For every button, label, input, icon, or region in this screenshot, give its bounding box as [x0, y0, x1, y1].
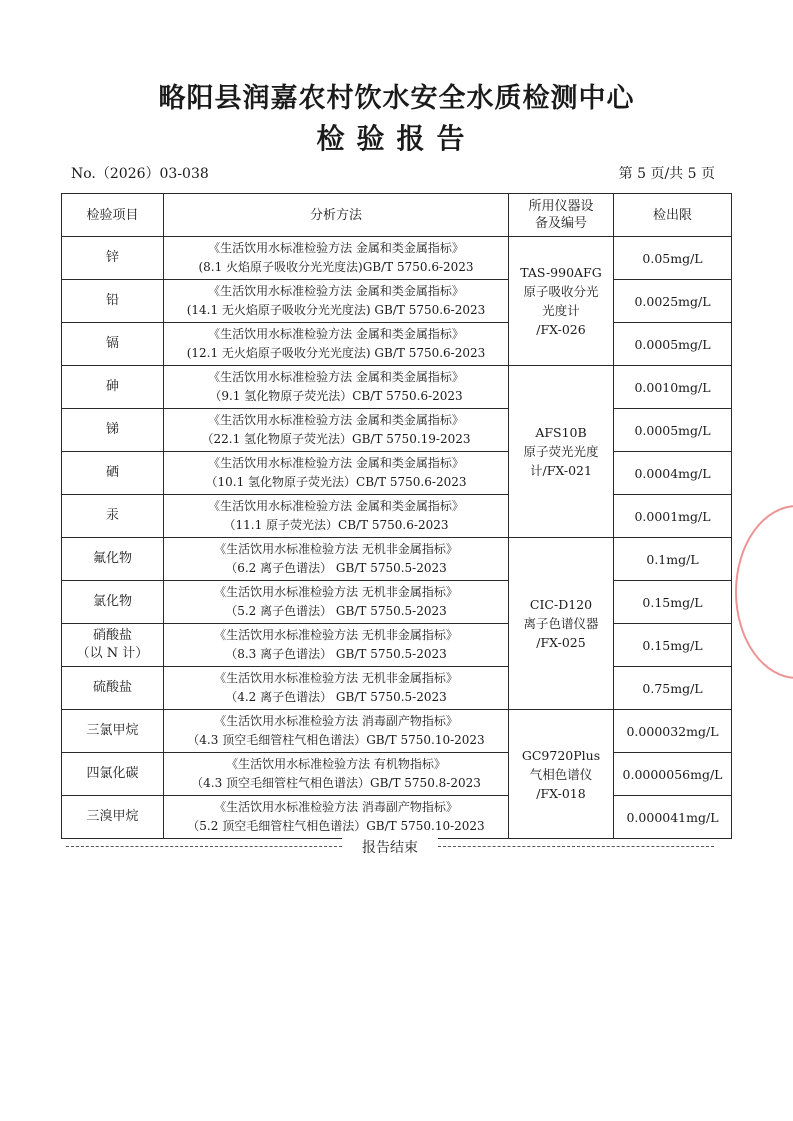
item-cell: 硫酸盐 [62, 667, 164, 710]
table-row [62, 624, 732, 667]
method-line: （9.1 氢化物原子荧光法）CB/T 5750.6-2023 [209, 389, 463, 403]
method-line: 《生活饮用水标准检验方法 无机非金属指标》 [214, 671, 458, 685]
method-line: （6.2 离子色谱法） GB/T 5750.5-2023 [225, 561, 447, 575]
table-row [62, 581, 732, 624]
item-cell: 锑 [62, 409, 164, 452]
item-line: （以 N 计） [76, 646, 149, 661]
item-cell: 砷 [62, 366, 164, 409]
item-line: 硝酸盐 [92, 628, 132, 643]
report-end-line [66, 836, 714, 856]
header-limit: 检出限 [614, 194, 732, 237]
method-line: (12.1 无火焰原子吸收分光光度法) GB/T 5750.6-2023 [186, 346, 486, 360]
results-table [61, 193, 732, 839]
item-cell: 氯化物 [62, 581, 164, 624]
method-line: 《生活饮用水标准检验方法 金属和类金属指标》 [208, 241, 464, 255]
method-cell [164, 624, 509, 667]
method-line: 《生活饮用水标准检验方法 无机非金属指标》 [214, 585, 458, 599]
item-cell: 汞 [62, 495, 164, 538]
limit-cell: 0.0001mg/L [614, 495, 732, 538]
item-cell: 锌 [62, 237, 164, 280]
header-instrument: 所用仪器设备及编号 [509, 194, 614, 237]
table-row [62, 753, 732, 796]
method-cell [164, 237, 509, 280]
instrument-cell [509, 710, 614, 839]
table-row [62, 667, 732, 710]
item-cell [62, 624, 164, 667]
table-row [62, 495, 732, 538]
instrument-line: TAS-990AFG [520, 265, 602, 280]
item-cell: 硒 [62, 452, 164, 495]
method-cell [164, 796, 509, 839]
instrument-line: /FX-025 [536, 635, 586, 650]
limit-cell: 0.000032mg/L [614, 710, 732, 753]
table-row [62, 280, 732, 323]
limit-cell: 0.05mg/L [614, 237, 732, 280]
item-cell: 三溴甲烷 [62, 796, 164, 839]
method-cell [164, 366, 509, 409]
method-line: 《生活饮用水标准检验方法 金属和类金属指标》 [208, 370, 464, 384]
method-line: 《生活饮用水标准检验方法 金属和类金属指标》 [208, 327, 464, 341]
limit-cell: 0.000041mg/L [614, 796, 732, 839]
method-line: 《生活饮用水标准检验方法 消毒副产物指标》 [214, 714, 458, 728]
method-line: （8.3 离子色谱法） GB/T 5750.5-2023 [225, 647, 447, 661]
instrument-line: /FX-026 [536, 322, 586, 337]
table-row [62, 409, 732, 452]
method-line: 《生活饮用水标准检验方法 金属和类金属指标》 [208, 413, 464, 427]
item-cell: 铅 [62, 280, 164, 323]
method-cell [164, 323, 509, 366]
instrument-cell [509, 366, 614, 538]
method-line: 《生活饮用水标准检验方法 金属和类金属指标》 [208, 499, 464, 513]
method-line: 《生活饮用水标准检验方法 有机物指标》 [226, 757, 446, 771]
table-row [62, 452, 732, 495]
instrument-line: CIC-D120 [529, 597, 593, 612]
instrument-line: 光度计 [542, 303, 580, 318]
method-line: （10.1 氢化物原子荧光法）CB/T 5750.6-2023 [205, 475, 467, 489]
item-cell: 四氯化碳 [62, 753, 164, 796]
table-row [62, 237, 732, 280]
method-line: （5.2 顶空毛细管柱气相色谱法）GB/T 5750.10-2023 [187, 819, 485, 833]
limit-cell: 0.0005mg/L [614, 409, 732, 452]
method-line: （4.3 顶空毛细管柱气相色谱法）GB/T 5750.8-2023 [191, 776, 481, 790]
method-line: 《生活饮用水标准检验方法 金属和类金属指标》 [208, 284, 464, 298]
instrument-line: 计/FX-021 [530, 463, 592, 478]
right-dash-divider [438, 846, 714, 847]
method-cell [164, 495, 509, 538]
instrument-line: GC9720Plus [521, 747, 601, 763]
method-cell [164, 581, 509, 624]
instrument-line: 原子吸收分光 [523, 284, 599, 299]
header-item: 检验项目 [62, 194, 164, 237]
method-cell [164, 667, 509, 710]
table-row [62, 538, 732, 581]
item-cell: 镉 [62, 323, 164, 366]
limit-cell: 0.15mg/L [614, 624, 732, 667]
limit-cell: 0.0000056mg/L [614, 753, 732, 796]
instrument-cell [509, 237, 614, 366]
table-row [62, 710, 732, 753]
method-line: 《生活饮用水标准检验方法 消毒副产物指标》 [214, 800, 458, 814]
limit-cell: 0.1mg/L [614, 538, 732, 581]
method-cell [164, 280, 509, 323]
left-dash-divider [66, 846, 342, 847]
limit-cell: 0.0005mg/L [614, 323, 732, 366]
method-cell [164, 710, 509, 753]
method-line: （22.1 氢化物原子荧光法）GB/T 5750.19-2023 [201, 432, 471, 446]
limit-cell: 0.15mg/L [614, 581, 732, 624]
instrument-line: 气相色谱仪 [529, 766, 593, 782]
method-line: （4.3 顶空毛细管柱气相色谱法）GB/T 5750.10-2023 [187, 733, 485, 747]
instrument-line: 原子荧光光度 [523, 444, 599, 459]
method-line: (14.1 无火焰原子吸收分光光度法) GB/T 5750.6-2023 [186, 303, 486, 317]
organization-title: 略阳县润嘉农村饮水安全水质检测中心 [158, 83, 635, 114]
limit-cell: 0.0010mg/L [614, 366, 732, 409]
header-method: 分析方法 [164, 194, 509, 237]
report-number: No.（2026）03-038 [71, 166, 209, 182]
method-cell [164, 452, 509, 495]
seal-stamp-icon [735, 505, 793, 679]
table-row [62, 323, 732, 366]
method-line: (8.1 火焰原子吸收分光光度法)GB/T 5750.6-2023 [198, 260, 474, 274]
method-line: （11.1 原子荧光法）CB/T 5750.6-2023 [223, 518, 449, 532]
limit-cell: 0.75mg/L [614, 667, 732, 710]
instrument-line: 离子色谱仪器 [523, 616, 599, 631]
method-cell [164, 538, 509, 581]
method-line: 《生活饮用水标准检验方法 无机非金属指标》 [214, 542, 458, 556]
report-end-text: 报告结束 [342, 837, 438, 857]
method-cell [164, 753, 509, 796]
method-line: （5.2 离子色谱法） GB/T 5750.5-2023 [225, 604, 447, 618]
limit-cell: 0.0025mg/L [614, 280, 732, 323]
method-line: 《生活饮用水标准检验方法 无机非金属指标》 [214, 628, 458, 642]
instrument-line: /FX-018 [536, 785, 586, 801]
item-cell: 氟化物 [62, 538, 164, 581]
instrument-cell [509, 538, 614, 710]
document-title: 检验报告 [316, 122, 477, 155]
instrument-line: AFS10B [535, 425, 587, 440]
limit-cell: 0.0004mg/L [614, 452, 732, 495]
table-header-row [62, 194, 732, 237]
method-cell [164, 409, 509, 452]
table-row [62, 366, 732, 409]
method-line: 《生活饮用水标准检验方法 金属和类金属指标》 [208, 456, 464, 470]
method-line: （4.2 离子色谱法） GB/T 5750.5-2023 [225, 690, 447, 704]
item-cell: 三氯甲烷 [62, 710, 164, 753]
table-row [62, 796, 732, 839]
page-indicator: 第 5 页/共 5 页 [618, 166, 715, 182]
